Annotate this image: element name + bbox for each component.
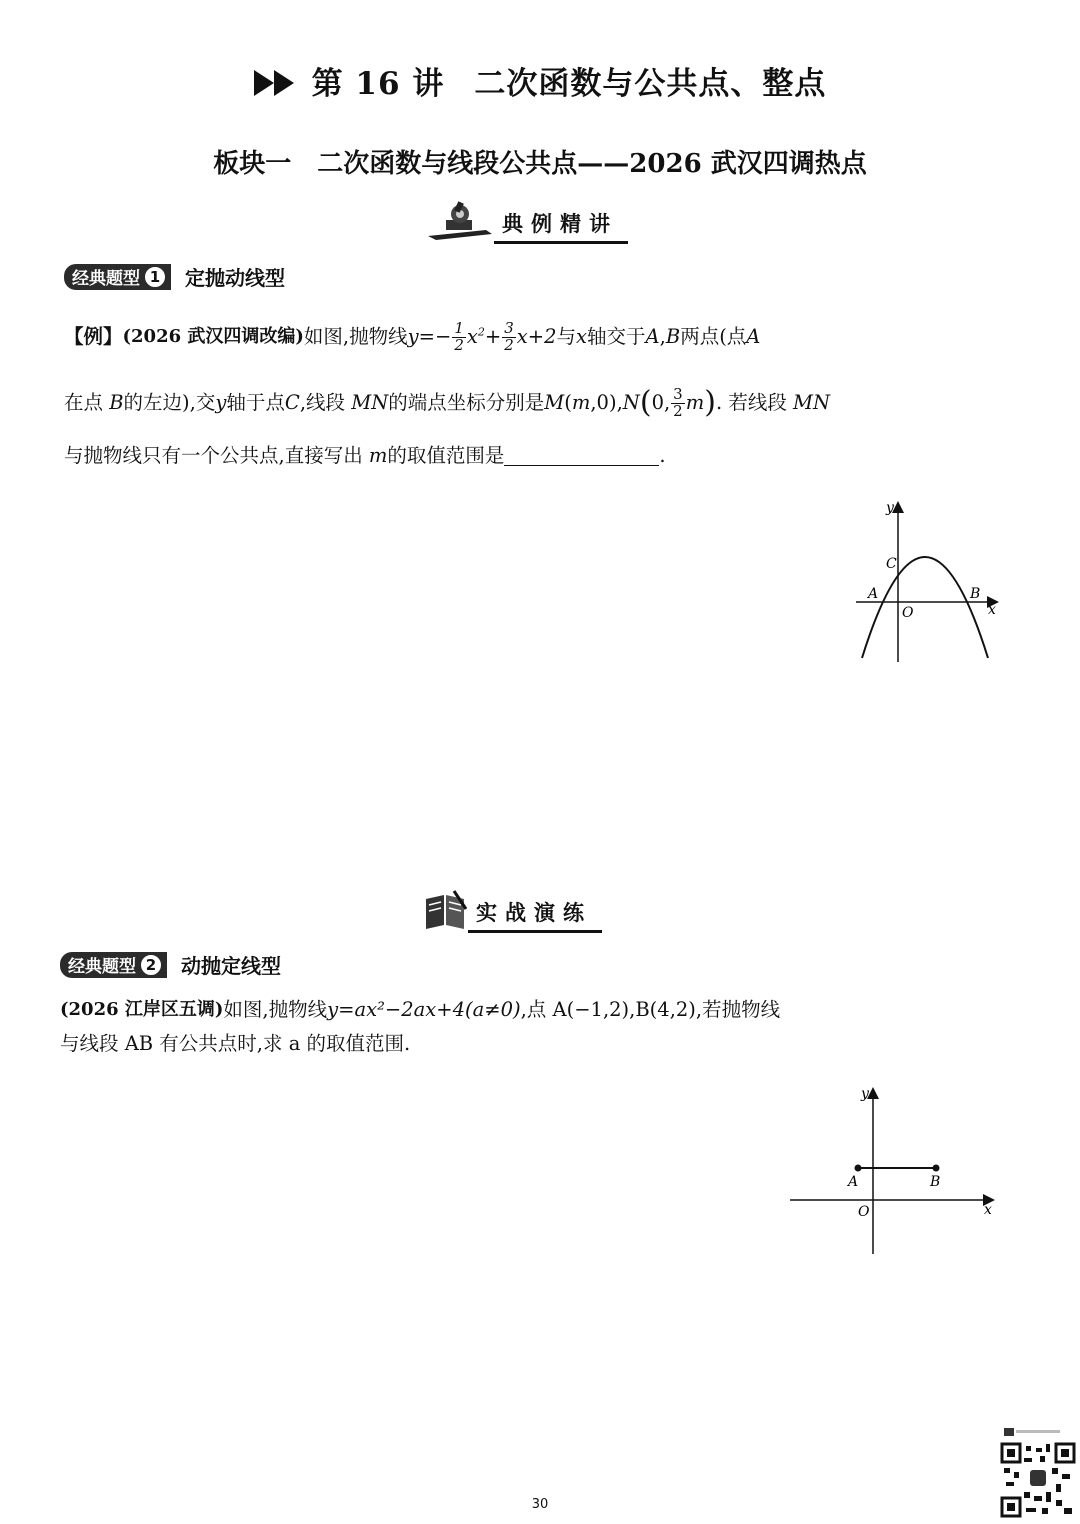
x-label: x	[988, 602, 996, 618]
lecture-number: 第 16 讲	[311, 66, 445, 102]
segment-graph	[788, 1082, 998, 1258]
y-label: y	[886, 500, 894, 516]
block-text: 二次函数与线段公共点——2026 武汉四调热点	[317, 149, 867, 179]
point-b-label: B	[970, 586, 981, 602]
section-header-examples	[426, 204, 628, 244]
example-line-1: 【例】 (2026 武汉四调改编) 如图,抛物线 y=− $\frac{1}{2}$ $x^2+$ $\frac{3}{2}$ x+2 与 x 轴交于 A , B 两点(点 A	[64, 318, 761, 354]
page-number: 30	[531, 1497, 549, 1512]
parabola-graph	[850, 490, 1010, 670]
point-c-label: C	[886, 556, 897, 572]
section-label: 典例精讲	[494, 208, 628, 244]
point-a-label: A	[868, 586, 879, 602]
equation: y=− $\frac{1}{2}$ $x^2+$ $\frac{3}{2}$ x+2	[407, 318, 557, 354]
practice-equation: y=ax²−2ax+4(a≠0)	[327, 998, 521, 1022]
origin-label: O	[858, 1204, 870, 1220]
practice-source: (2026 江岸区五调)	[60, 999, 224, 1021]
type-name: 动抛定线型	[181, 954, 281, 978]
practice-line-1: (2026 江岸区五调) 如图,抛物线 y=ax²−2ax+4(a≠0) ,点 A(−1,2),B(4,2),若抛物线	[60, 998, 781, 1022]
example-tag: 【例】	[64, 325, 123, 349]
type-row-2	[60, 950, 281, 979]
block-name: 板块一	[213, 149, 292, 179]
type-number: 2	[139, 953, 163, 977]
practice-line-2: 与线段 AB 有公共点时,求 a 的取值范围.	[60, 1032, 411, 1056]
origin-label: O	[902, 605, 914, 621]
point-a-label: A	[848, 1174, 859, 1190]
type-badge: 经典题型 1	[64, 264, 171, 290]
x-label: x	[984, 1202, 992, 1218]
point-b	[933, 1165, 940, 1172]
microscope-icon	[426, 200, 494, 244]
parabola-curve	[862, 557, 988, 658]
y-label: y	[861, 1086, 869, 1102]
example-line-2: 在点 B 的左边),交 y 轴于点 C ,线段 MN 的端点坐标分别是 M ( m ,0), N ( 0, $\frac{3}{2}$ m ) . 若线段 MN	[64, 384, 831, 420]
double-arrow-icon	[254, 68, 298, 104]
point-a	[855, 1165, 862, 1172]
type-badge: 经典题型 2	[60, 952, 167, 978]
type-name: 定抛动线型	[185, 266, 285, 290]
answer-blank[interactable]	[504, 446, 659, 467]
section-header-practice	[424, 893, 602, 933]
book-icon	[424, 889, 468, 933]
lecture-topic: 二次函数与公共点、整点	[474, 66, 827, 102]
type-row-1	[64, 262, 285, 291]
section-label: 实战演练	[468, 897, 602, 933]
type-number: 1	[143, 265, 167, 289]
example-line-3: 与抛物线只有一个公共点,直接写出 m 的取值范围是 .	[64, 444, 666, 468]
example-source: (2026 武汉四调改编)	[122, 326, 304, 348]
block-title	[0, 143, 1080, 180]
lecture-title	[0, 58, 1080, 104]
point-b-label: B	[930, 1174, 941, 1190]
